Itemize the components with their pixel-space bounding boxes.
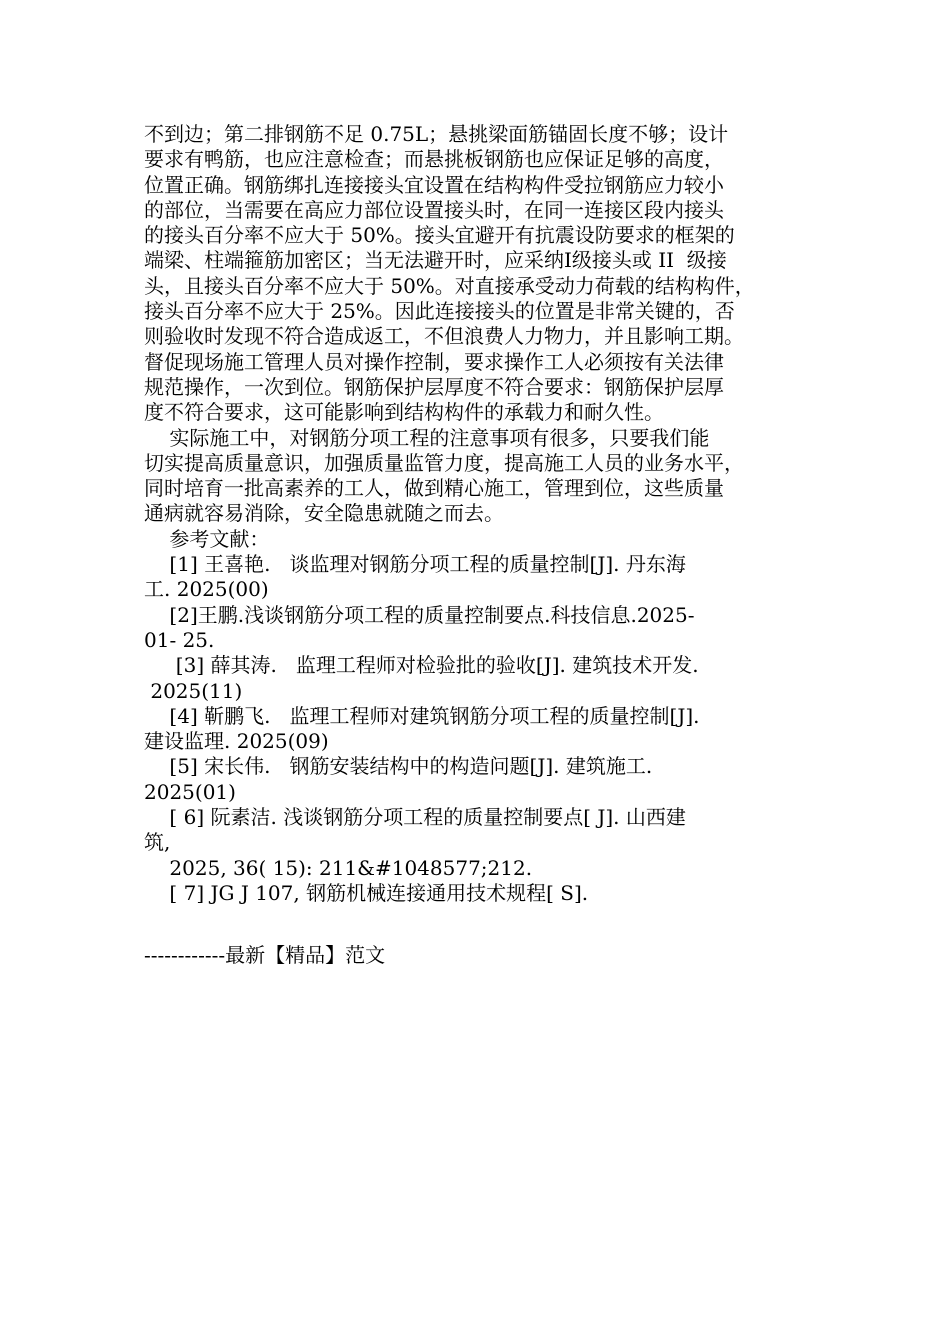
reference-line: [2]王鹏.浅谈钢筋分项工程的质量控制要点.科技信息.2025- xyxy=(144,602,695,627)
text-line: 同时培育一批高素养的工人，做到精心施工，管理到位，这些质量 xyxy=(144,476,724,501)
text-line: 的部位，当需要在高应力部位设置接头时，在同一连接区段内接头 xyxy=(144,197,724,222)
text-line: 规范操作，一次到位。钢筋保护层厚度不符合要求：钢筋保护层厚 xyxy=(144,374,724,399)
reference-line: [3] 薛其涛. 监理工程师对检验批的验收[J]. 建筑技术开发. xyxy=(144,653,699,678)
reference-line: 2025(01) xyxy=(144,779,236,804)
text-line: 接头百分率不应大于 25%。因此连接接头的位置是非常关键的，否 xyxy=(144,299,735,324)
footer-text: ------------最新【精品】范文 xyxy=(144,943,386,967)
reference-line: 工. 2025(00) xyxy=(144,577,269,602)
reference-line: [4] 靳鹏飞. 监理工程师对建筑钢筋分项工程的质量控制[J]. xyxy=(144,703,700,728)
document-body xyxy=(144,122,804,906)
text-line: 不到边；第二排钢筋不足 0.75L；悬挑梁面筋锚固长度不够；设计 xyxy=(144,122,729,146)
reference-line: 筑, xyxy=(144,830,171,855)
reference-line: [ 7] JG J 107, 钢筋机械连接通用技术规程[ S]. xyxy=(144,880,589,905)
text-line: 督促现场施工管理人员对操作控制，要求操作工人必须按有关法律 xyxy=(144,349,724,374)
text-line: 度不符合要求，这可能影响到结构构件的承载力和耐久性。 xyxy=(144,400,664,425)
reference-line: 建设监理. 2025(09) xyxy=(144,729,329,754)
reference-line: 01- 25. xyxy=(144,627,215,652)
text-line: 端梁、柱端箍筋加密区；当无法避开时，应采纳Ⅰ级接头或 II 级接 xyxy=(144,248,727,273)
reference-line: [ 6] 阮素洁. 浅谈钢筋分项工程的质量控制要点[ J]. 山西建 xyxy=(144,805,686,830)
reference-line: [5] 宋长伟. 钢筋安装结构中的构造问题[J]. 建筑施工. xyxy=(144,754,653,779)
reference-line: 2025(11) xyxy=(144,678,243,703)
text-line: 则验收时发现不符合造成返工，不但浪费人力物力，并且影响工期。 xyxy=(144,324,744,349)
text-line: 头，且接头百分率不应大于 50%。对直接承受动力荷载的结构构件， xyxy=(144,273,755,298)
text-line: 要求有鸭筋，也应注意检查；而悬挑板钢筋也应保证足够的高度， xyxy=(144,147,724,172)
text-line: 位置正确。钢筋绑扎连接接头宜设置在结构构件受拉钢筋应力较小 xyxy=(144,172,724,197)
text-line: 通病就容易消除，安全隐患就随之而去。 xyxy=(144,501,504,526)
reference-line: 2025, 36( 15): 211&#1048577;212. xyxy=(144,855,533,880)
reference-line: [1] 王喜艳. 谈监理对钢筋分项工程的质量控制[J]. 丹东海 xyxy=(144,552,686,577)
references-heading: 参考文献： xyxy=(144,526,270,551)
text-line: 实际施工中，对钢筋分项工程的注意事项有很多，只要我们能 xyxy=(144,425,710,450)
text-line: 切实提高质量意识，加强质量监管力度，提高施工人员的业务水平， xyxy=(144,450,744,475)
text-line: 的接头百分率不应大于 50%。接头宜避开有抗震设防要求的框架的 xyxy=(144,223,735,248)
